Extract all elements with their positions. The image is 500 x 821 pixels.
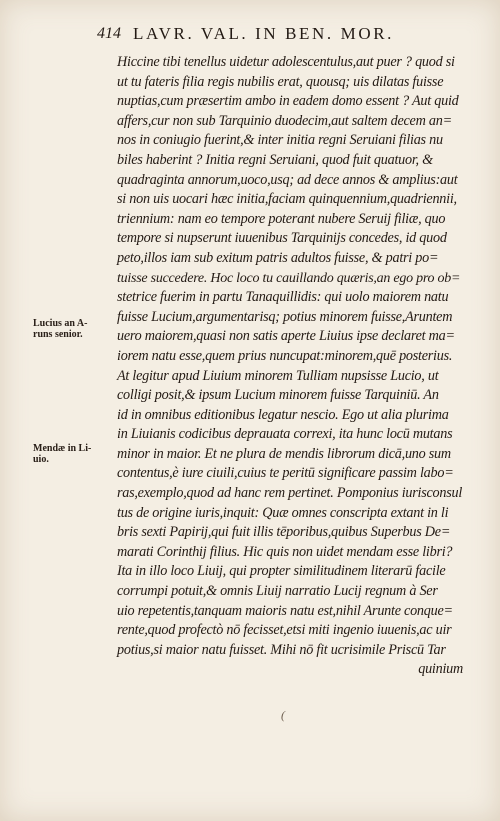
- text-line: At legitur apud Liuium minorem Tulliam nupsisse Lucio, ut: [117, 367, 439, 384]
- text-line: nuptias,cum præsertim ambo in eadem domo essent ? Aut quid: [117, 93, 459, 110]
- text-line: potius,si maior natu fuisset. Mihi nō fit ucrisimile Priscū Tar: [117, 641, 446, 658]
- text-line: ut tu fateris filia regis nubilis erat, quousq; uis dilatas fuisse: [117, 73, 444, 90]
- text-line: uio repetentis,tanquam maioris natu est,nihil Arunte conque=: [117, 602, 453, 619]
- text-line: in Liuianis codicibus deprauata correxi, ita hunc locū mutans: [117, 426, 453, 443]
- text-line: contentus,è iure ciuili,cuius te peritū significare passim labo=: [117, 465, 454, 482]
- ink-mark: (: [281, 708, 285, 722]
- text-line: minor in maior. Et ne plura de mendis librorum dicā,uno sum: [117, 445, 451, 462]
- text-line: affers,cur non sub Tarquinio duodecim,aut saltem decem an=: [117, 112, 452, 129]
- margin-note-lucius: Lucius an A- runs senior.: [33, 318, 88, 340]
- text-line: biles haberint ? Initia regni Seruiani, quod fuit quatuor, &: [117, 151, 433, 168]
- text-line: iorem natu esse,quem prius nuncupat:minorem,quē posterius.: [117, 347, 453, 364]
- page-number: 414: [97, 25, 121, 42]
- text-line: Hiccine tibi tenellus uidetur adolescentulus,aut puer ? quod si: [117, 54, 455, 70]
- text-line: peto,illos iam sub exitum patris adultos fuisse, & patri po=: [117, 249, 439, 266]
- running-title: LAVR. VAL. IN BEN. MOR.: [133, 24, 394, 43]
- body-text: [117, 53, 463, 680]
- text-line: Ita in illo loco Liuij, qui propter similitudinem literarū facile: [117, 563, 446, 580]
- page-header: [97, 24, 477, 46]
- text-line: marati Corinthij filius. Hic quis non uidet mendam esse libri?: [117, 543, 453, 560]
- text-line: colligi posit,& ipsum Lucium minorem fuisse Tarquiniū. An: [117, 387, 439, 404]
- text-line: stetrice fuerim in partu Tanaquillidis: qui uolo maiorem natu: [117, 289, 449, 306]
- text-line: bris sexti Papirij,qui fuit illis tēporibus,quibus Superbus De=: [117, 524, 451, 541]
- text-line: nos in coniugio fuerint,& inter initia regni Seruiani filias nu: [117, 132, 443, 149]
- text-line: ras,exemplo,quod ad hanc rem pertinet. Pomponius iurisconsul: [117, 485, 463, 502]
- text-line: id in omnibus editionibus legatur nescio. Ego ut alia plurima: [117, 406, 449, 423]
- text-line: uero maiorem,quasi non satis aperte Liuius ipse declaret ma=: [117, 328, 455, 345]
- text-line: rente,quod profectò nō fecisset,etsi miti ingenio iuuenis,ac uir: [117, 622, 452, 639]
- text-line: tuisse succedere. Hoc loco tu cauillando quæris,an ego pro ob=: [117, 270, 461, 286]
- text-line: si non uis uocari hæc initia,faciam quinquennium,quadriennii,: [117, 191, 457, 208]
- text-line: tus de origine iuris,inquit: Quæ omnes conscripta extant in li: [117, 504, 449, 521]
- text-line: tempore si nupserunt iuuenibus Tarquinijs concedes, id quod: [117, 230, 447, 247]
- catchword-line: quinium: [418, 661, 463, 678]
- margin-note-mendae: Mendæ in Li- uio.: [33, 443, 92, 465]
- text-line: triennium: nam eo tempore poterant nubere Seruij filiæ, quo: [117, 210, 446, 227]
- text-line: corrumpi potuit,& omnis Liuij narratio Lucij regnum à Ser: [117, 583, 438, 600]
- text-line: fuisse Lucium,argumentarisq; potius minorem fuisse,Aruntem: [117, 308, 453, 325]
- text-line: quadraginta annorum,uoco,usq; ad dece annos & amplius:aut: [117, 171, 458, 188]
